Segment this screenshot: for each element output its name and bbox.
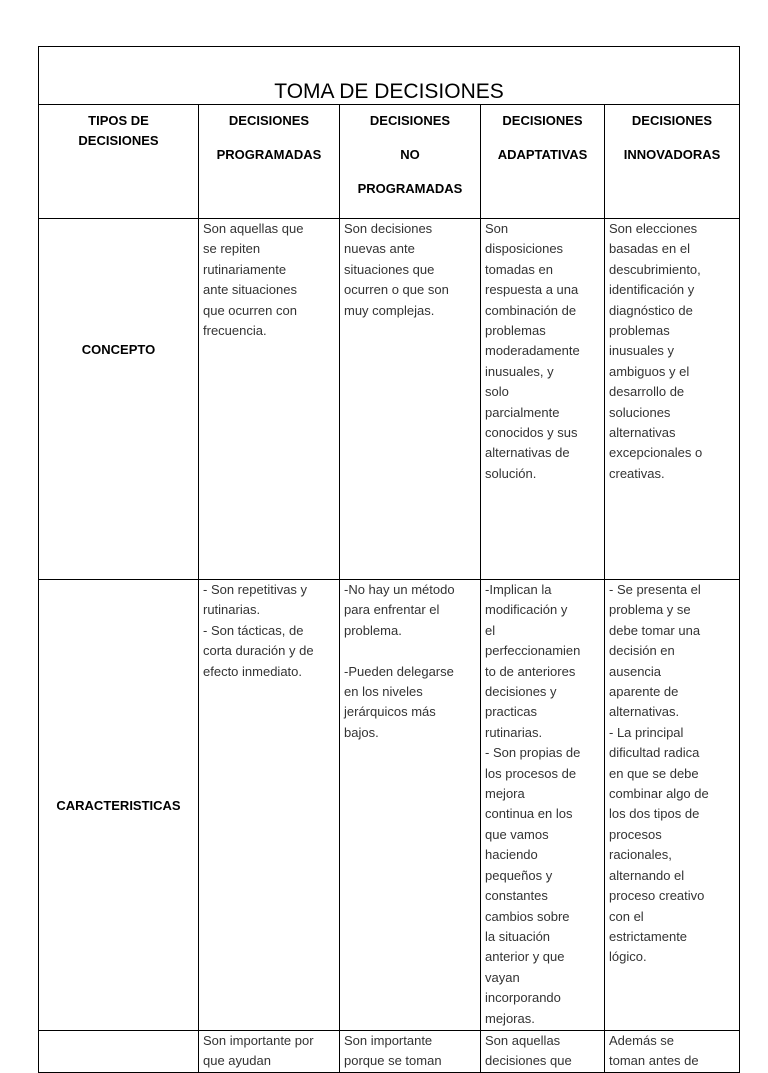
row-label-importancia [39,1031,199,1073]
row-label-caracteristicas: CARACTERISTICAS [39,580,199,1031]
table-title-cell [39,47,740,105]
cell-caract-programadas: - Son repetitivas y rutinarias. - Son tácticas, de corta duración y de efecto inmediato. [199,580,340,1031]
table-row [39,580,740,1031]
table-row [39,1031,740,1073]
cell-caract-innovadoras: - Se presenta el problema y se debe tomar una decisión en ausencia aparente de alternativas. - La principal dificultad radica en que se debe combinar algo de los dos tipos de procesos racionales, alternando el proceso creativo con el estrictamente lógico. [605,580,740,1031]
header-col-innovadoras: DECISIONES INNOVADORAS [605,105,740,219]
cell-concepto-no-programadas: Son decisiones nuevas ante situaciones que ocurren o que son muy complejas. [340,219,481,580]
cell-imp-programadas: Son importante por que ayudan [199,1031,340,1073]
cell-caract-adaptativas: -Implican la modificación y el perfeccionamien to de anteriores decisiones y practicas rutinarias. - Son propias de los procesos de mejora continua en los que vamos haciendo pequeños y constantes cambios sobre la situación anterior y que vayan incorporando mejoras. [481,580,605,1031]
header-col-programadas: DECISIONES PROGRAMADAS [199,105,340,219]
cell-imp-adaptativas: Son aquellas decisiones que [481,1031,605,1073]
table-row [39,219,740,580]
table-title: TOMA DE DECISIONES [274,80,504,103]
header-col-adaptativas: DECISIONES ADAPTATIVAS [481,105,605,219]
document-page [38,46,739,1069]
cell-concepto-adaptativas: Son disposiciones tomadas en respuesta a una combinación de problemas moderadamente inusuales, y solo parcialmente conocidos y sus alternativas de solución. [481,219,605,580]
row-label-concepto: CONCEPTO [39,219,199,580]
header-row-label: TIPOS DE DECISIONES [39,105,199,219]
cell-imp-no-programadas: Son importante porque se toman [340,1031,481,1073]
cell-imp-innovadoras: Además se toman antes de [605,1031,740,1073]
header-col-no-programadas: DECISIONES NO PROGRAMADAS [340,105,481,219]
decision-table [38,46,740,1073]
header-row [39,105,740,219]
cell-concepto-programadas: Son aquellas que se repiten rutinariamente ante situaciones que ocurren con frecuencia. [199,219,340,580]
cell-caract-no-programadas: -No hay un método para enfrentar el problema. -Pueden delegarse en los niveles jerárquicos más bajos. [340,580,481,1031]
cell-concepto-innovadoras: Son elecciones basadas en el descubrimiento, identificación y diagnóstico de problemas inusuales y ambiguos y el desarrollo de soluciones alternativas excepcionales o creativas. [605,219,740,580]
